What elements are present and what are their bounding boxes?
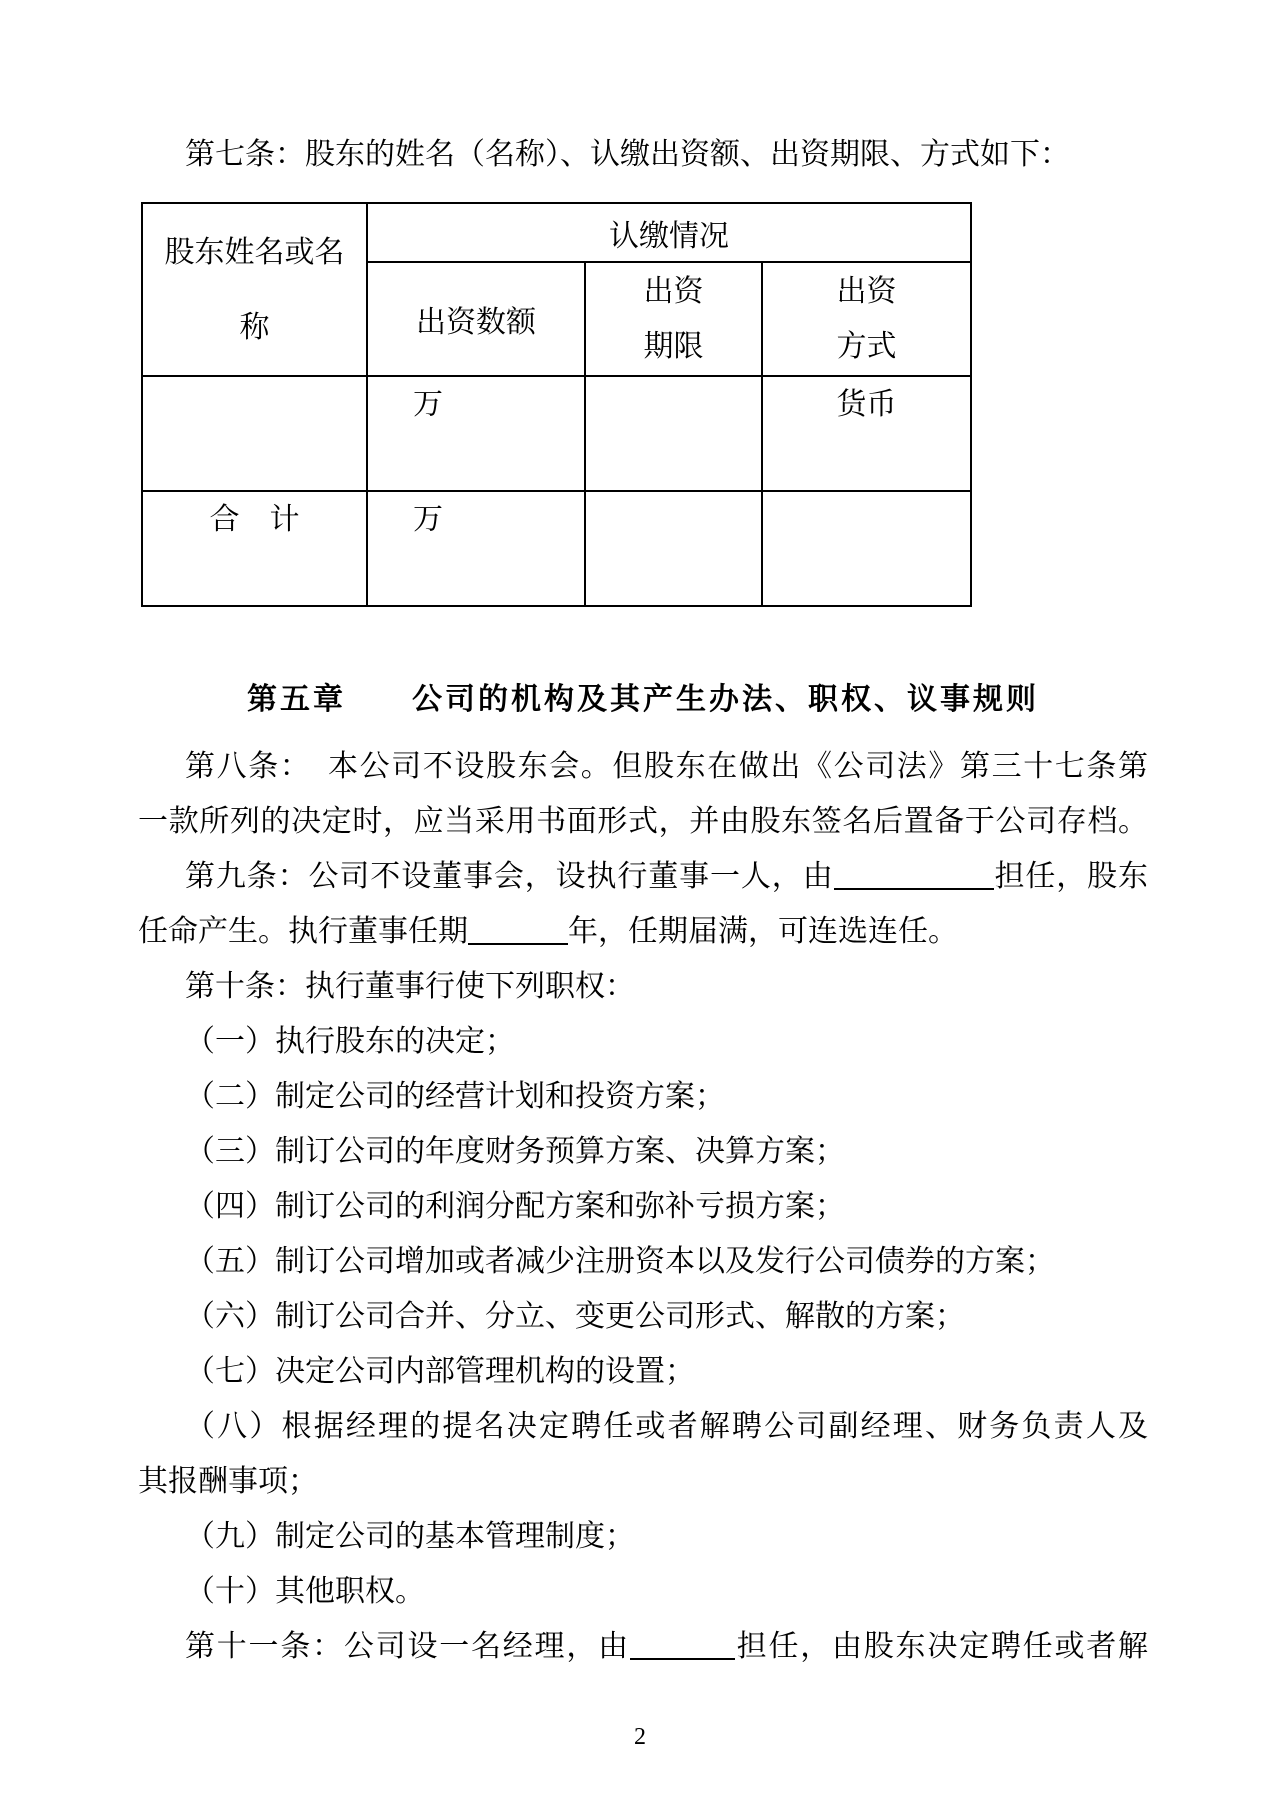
shareholder-name-cell — [142, 376, 367, 491]
text-segment: 任命产生。执行董事任期 — [138, 915, 468, 948]
total-label-cell: 合 计 — [142, 491, 367, 606]
article8-line2: 一款所列的决定时，应当采用书面形式，并由股东签名后置备于公司存档。 — [138, 805, 1148, 838]
table-total-row — [142, 491, 971, 606]
term-cell — [585, 376, 762, 491]
total-term-cell — [585, 491, 762, 606]
amount-cell: 万 — [367, 376, 585, 491]
text-segment: 年，任期届满，可连选连任。 — [568, 915, 958, 948]
article9-line2 — [138, 904, 1148, 959]
article10-item-8-line2: 其报酬事项； — [138, 1465, 318, 1498]
text-segment: 第十一条：公司设一名经理，由 — [185, 1630, 630, 1663]
shareholder-name-header-line2: 称 — [239, 310, 270, 344]
article11-line1 — [138, 1619, 1148, 1674]
article7-intro: 第七条：股东的姓名（名称）、认缴出资额、出资期限、方式如下： — [185, 138, 1070, 171]
article10-item-1: （一）执行股东的决定； — [185, 1025, 515, 1058]
contribution-table — [141, 202, 972, 607]
article8-line1: 第八条： 本公司不设股东会。但股东在做出《公司法》第三十七条第 — [185, 750, 1148, 783]
article10-intro: 第十条：执行董事行使下列职权： — [185, 970, 635, 1003]
fill-in-blank — [630, 1628, 735, 1660]
total-amount-cell: 万 — [367, 491, 585, 606]
term-header-line1: 出资 — [643, 275, 704, 308]
article10-item-9: （九）制定公司的基本管理制度； — [185, 1520, 635, 1553]
text-segment: 担任，由股东决定聘任或者解 — [734, 1630, 1149, 1663]
term-header-cell — [585, 262, 762, 376]
text-segment: 担任，股东 — [993, 860, 1149, 893]
method-header-line2: 方式 — [836, 330, 897, 363]
page-number: 2 — [634, 1724, 646, 1750]
fill-in-blank — [834, 858, 994, 890]
article10-item-8-line1: （八）根据经理的提名决定聘任或者解聘公司副经理、财务负责人及 — [185, 1410, 1148, 1443]
text-segment: 第九条：公司不设董事会，设执行董事一人，由 — [185, 860, 834, 893]
table-row — [142, 376, 971, 491]
fill-in-blank — [468, 913, 568, 945]
article9-line1 — [138, 849, 1148, 904]
article10-item-10: （十）其他职权。 — [185, 1575, 425, 1608]
article10-item-3: （三）制订公司的年度财务预算方案、决算方案； — [185, 1135, 845, 1168]
subscription-status-header-cell: 认缴情况 — [367, 203, 971, 262]
amount-header-cell: 出资数额 — [367, 262, 585, 376]
article10-item-2: （二）制定公司的经营计划和投资方案； — [185, 1080, 725, 1113]
term-header-line2: 期限 — [643, 330, 704, 363]
chapter-heading: 第五章 公司的机构及其产生办法、职权、议事规则 — [247, 683, 1039, 716]
table-header-row-1 — [142, 203, 971, 262]
method-header-cell — [762, 262, 971, 376]
article10-item-5: （五）制订公司增加或者减少注册资本以及发行公司债券的方案； — [185, 1245, 1055, 1278]
article10-item-6: （六）制订公司合并、分立、变更公司形式、解散的方案； — [185, 1300, 965, 1333]
article10-item-7: （七）决定公司内部管理机构的设置； — [185, 1355, 695, 1388]
article10-item-4: （四）制订公司的利润分配方案和弥补亏损方案； — [185, 1190, 845, 1223]
total-method-cell — [762, 491, 971, 606]
method-cell: 货币 — [762, 376, 971, 491]
shareholder-name-header-line1: 股东姓名或名 — [164, 235, 345, 269]
method-header-line1: 出资 — [836, 275, 897, 308]
shareholder-name-header-cell — [142, 203, 367, 376]
